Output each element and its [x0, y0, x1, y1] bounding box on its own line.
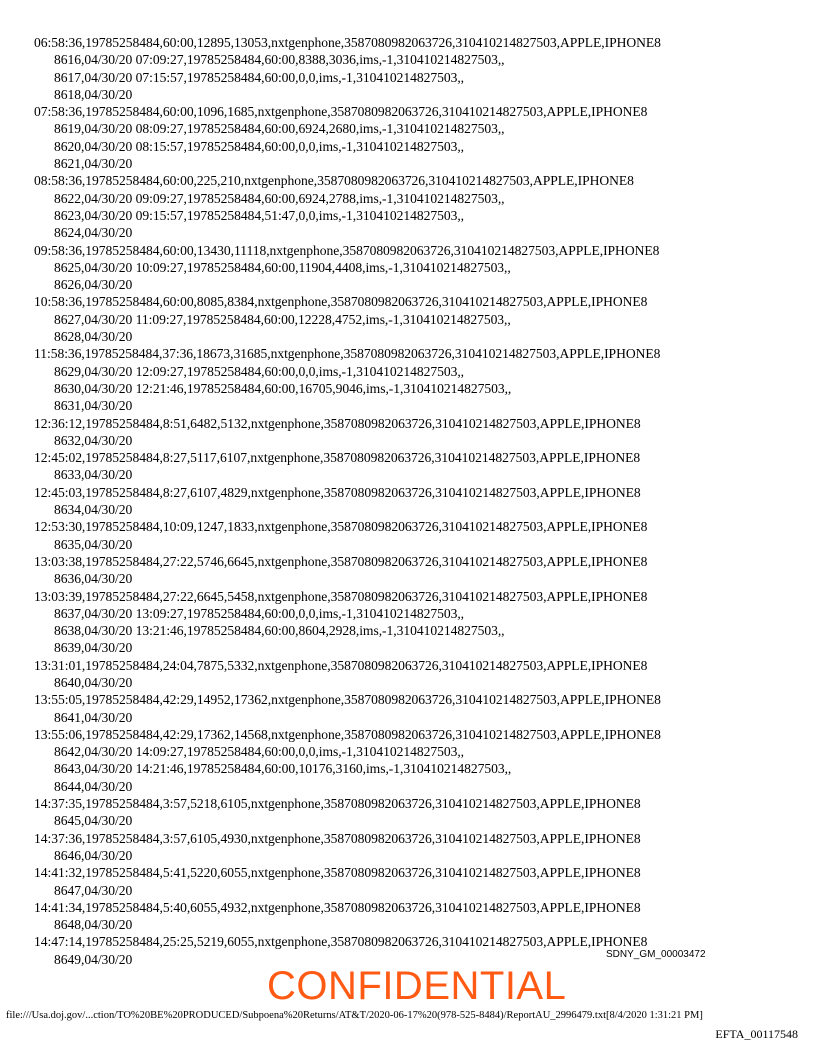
record-line: 8626,04/30/20 [54, 277, 133, 293]
confidential-watermark: CONFIDENTIAL [267, 964, 567, 1008]
record-line: 12:45:03,19785258484,8:27,6107,4829,nxtgenphone,3587080982063726,310410214827503,APPLE,IPHONE8 [34, 484, 641, 500]
record-line: 12:45:02,19785258484,8:27,5117,6107,nxtgenphone,3587080982063726,310410214827503,APPLE,IPHONE8 [34, 450, 641, 466]
record-line: 8621,04/30/20 [54, 156, 133, 172]
record-line: 8634,04/30/20 [54, 502, 133, 518]
record-line: 8640,04/30/20 [54, 674, 133, 690]
record-line: 12:53:30,19785258484,10:09,1247,1833,nxtgenphone,3587080982063726,310410214827503,APPLE,IPHONE8 [34, 519, 648, 535]
record-line: 8635,04/30/20 [54, 536, 133, 552]
record-line: 8645,04/30/20 [54, 813, 133, 829]
record-line: 8619,04/30/20 08:09:27,19785258484,60:00,6924,2680,ims,-1,310410214827503,, [54, 121, 505, 137]
record-line: 8624,04/30/20 [54, 225, 133, 241]
record-line: 8633,04/30/20 [54, 467, 133, 483]
record-line: 8618,04/30/20 [54, 86, 133, 102]
footer-file-path: file:///Usa.doj.gov/...ction/TO%20BE%20PRODUCED/Subpoena%20Returns/AT&T/2020-06-17%20(978-525-8484)/ReportAU_2996479.txt[8/4/2020 1:31:21 PM] [6, 1010, 703, 1021]
record-line: 8642,04/30/20 14:09:27,19785258484,60:00,0,0,ims,-1,310410214827503,, [54, 744, 465, 760]
record-line: 8616,04/30/20 07:09:27,19785258484,60:00,8388,3036,ims,-1,310410214827503,, [54, 52, 505, 68]
record-line: 8637,04/30/20 13:09:27,19785258484,60:00,0,0,ims,-1,310410214827503,, [54, 605, 465, 621]
record-line: 8647,04/30/20 [54, 882, 133, 898]
record-line: 8641,04/30/20 [54, 709, 133, 725]
record-line: 8617,04/30/20 07:15:57,19785258484,60:00,0,0,ims,-1,310410214827503,, [54, 69, 465, 85]
record-line: 08:58:36,19785258484,60:00,225,210,nxtgenphone,3587080982063726,310410214827503,APPLE,IPHONE8 [34, 173, 634, 189]
record-line: 13:03:38,19785258484,27:22,5746,6645,nxtgenphone,3587080982063726,310410214827503,APPLE,IPHONE8 [34, 553, 648, 569]
record-line: 8643,04/30/20 14:21:46,19785258484,60:00,10176,3160,ims,-1,310410214827503,, [54, 761, 512, 777]
record-line: 8636,04/30/20 [54, 571, 133, 587]
record-line: 12:36:12,19785258484,8:51,6482,5132,nxtgenphone,3587080982063726,310410214827503,APPLE,IPHONE8 [34, 415, 641, 431]
call-record-lines [34, 34, 804, 968]
record-line: 8638,04/30/20 13:21:46,19785258484,60:00,8604,2928,ims,-1,310410214827503,, [54, 623, 505, 639]
record-line: 14:37:35,19785258484,3:57,5218,6105,nxtgenphone,3587080982063726,310410214827503,APPLE,IPHONE8 [34, 796, 641, 812]
record-line: 8625,04/30/20 10:09:27,19785258484,60:00,11904,4408,ims,-1,310410214827503,, [54, 259, 511, 275]
record-line: 8629,04/30/20 12:09:27,19785258484,60:00,0,0,ims,-1,310410214827503,, [54, 363, 465, 379]
record-line: 8631,04/30/20 [54, 398, 133, 414]
record-line: 8623,04/30/20 09:15:57,19785258484,51:47,0,0,ims,-1,310410214827503,, [54, 207, 465, 223]
record-line: 13:55:05,19785258484,42:29,14952,17362,nxtgenphone,3587080982063726,310410214827503,APPLE,IPHONE8 [34, 692, 661, 708]
record-line: 09:58:36,19785258484,60:00,13430,11118,nxtgenphone,3587080982063726,310410214827503,APPLE,IPHONE8 [34, 242, 660, 258]
record-line: 8627,04/30/20 11:09:27,19785258484,60:00,12228,4752,ims,-1,310410214827503,, [54, 311, 511, 327]
record-line: 13:03:39,19785258484,27:22,6645,5458,nxtgenphone,3587080982063726,310410214827503,APPLE,IPHONE8 [34, 588, 648, 604]
record-line: 13:31:01,19785258484,24:04,7875,5332,nxtgenphone,3587080982063726,310410214827503,APPLE,IPHONE8 [34, 657, 648, 673]
record-line: 14:41:32,19785258484,5:41,5220,6055,nxtgenphone,3587080982063726,310410214827503,APPLE,IPHONE8 [34, 865, 641, 881]
record-line: 8644,04/30/20 [54, 778, 133, 794]
record-line: 8648,04/30/20 [54, 917, 133, 933]
record-line: 10:58:36,19785258484,60:00,8085,8384,nxtgenphone,3587080982063726,310410214827503,APPLE,IPHONE8 [34, 294, 648, 310]
record-line: 8628,04/30/20 [54, 329, 133, 345]
record-line: 13:55:06,19785258484,42:29,17362,14568,nxtgenphone,3587080982063726,310410214827503,APPLE,IPHONE8 [34, 726, 661, 742]
record-line: 11:58:36,19785258484,37:36,18673,31685,nxtgenphone,3587080982063726,310410214827503,APPLE,IPHONE8 [34, 346, 661, 362]
record-line: 8639,04/30/20 [54, 640, 133, 656]
record-line: 14:41:34,19785258484,5:40,6055,4932,nxtgenphone,3587080982063726,310410214827503,APPLE,IPHONE8 [34, 899, 641, 915]
record-line: 8649,04/30/20 [54, 951, 133, 967]
record-line: 8646,04/30/20 [54, 847, 133, 863]
record-line: 8622,04/30/20 09:09:27,19785258484,60:00,6924,2788,ims,-1,310410214827503,, [54, 190, 505, 206]
efta-identifier: EFTA_00117548 [715, 1027, 798, 1041]
record-line: 06:58:36,19785258484,60:00,12895,13053,nxtgenphone,3587080982063726,310410214827503,APPLE,IPHONE8 [34, 35, 661, 50]
bates-stamp: SDNY_GM_00003472 [606, 949, 706, 960]
record-line: 8620,04/30/20 08:15:57,19785258484,60:00,0,0,ims,-1,310410214827503,, [54, 138, 465, 154]
record-line: 14:37:36,19785258484,3:57,6105,4930,nxtgenphone,3587080982063726,310410214827503,APPLE,IPHONE8 [34, 830, 641, 846]
record-line: 8632,04/30/20 [54, 432, 133, 448]
record-line: 8630,04/30/20 12:21:46,19785258484,60:00,16705,9046,ims,-1,310410214827503,, [54, 380, 512, 396]
record-line: 14:47:14,19785258484,25:25,5219,6055,nxtgenphone,3587080982063726,310410214827503,APPLE,IPHONE8 [34, 934, 648, 950]
record-line: 07:58:36,19785258484,60:00,1096,1685,nxtgenphone,3587080982063726,310410214827503,APPLE,IPHONE8 [34, 104, 648, 120]
